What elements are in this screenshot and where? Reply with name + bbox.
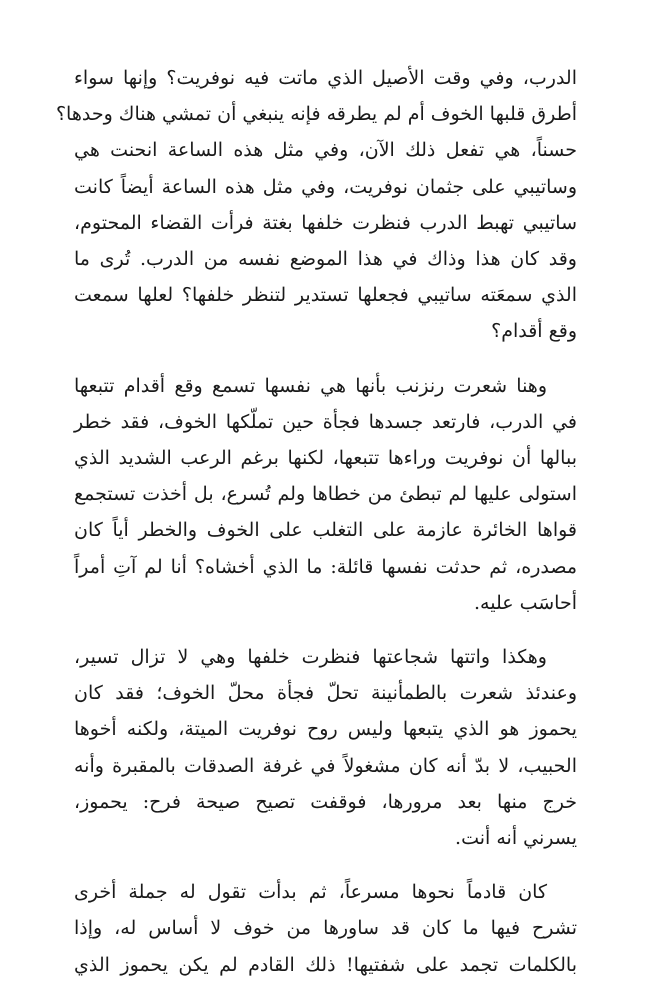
text-line: حسناً، هي تفعل ذلك الآن، وفي مثل هذه الساعة انحنت هي: [74, 139, 577, 162]
text-line: أحاسَب عليه.: [473, 591, 577, 614]
text-line: الذي سمعَته ساتيبي فجعلها تستدير لتنظر خلفها؟ لعلها سمعت: [74, 284, 577, 307]
text-line: الدرب، وفي وقت الأصيل الذي ماتت فيه نوفريت؟ وإنها سواء: [74, 67, 577, 89]
paragraph: [74, 639, 577, 856]
text-line: ببالها أن نوفريت وراءها تتبعها، لكنها برغم الرعب الشديد الذي: [74, 447, 577, 470]
text-line: تشرح فيها ما كان قد ساورها من خوف لا أساس له، وإذا: [74, 917, 577, 940]
paragraph: [74, 874, 577, 983]
text-line: وهكذا واتتها شجاعتها فنظرت خلفها وهي لا تزال تسير،: [74, 646, 547, 669]
text-line: أطرق قلبها الخوف أم لم يطرقه فإنه ينبغي أن تمشي هناك وحدها؟: [55, 103, 577, 126]
text-line: ساتيبي تهبط الدرب فنظرت خلفها بغتة فرأت القضاء المحتوم،: [74, 211, 577, 234]
text-line: يسرني أنه أنت.: [455, 827, 577, 850]
text-line: وساتيبي على جثمان نوفريت، وفي مثل هذه الساعة أيضاً كانت: [74, 175, 577, 198]
text-line: الحبيب، لا بدّ أنه كان مشغولاً في غرفة الصدقات بالمقبرة وأنه: [74, 754, 577, 777]
text-line: وعندئذ شعرت بالطمأنينة تحلّ فجأة محلّ الخوف؛ فقد كان: [74, 682, 577, 705]
text-line: مصدره، ثم حدثت نفسها قائلة: ما الذي أخشاه؟ أنا لم آتِ أمراً: [74, 555, 577, 578]
text-line: وقع أقدام؟: [491, 320, 577, 343]
text-line: كان قادماً نحوها مسرعاً، ثم بدأت تقول له جملة أخرى: [74, 881, 547, 904]
text-line: خرج منها بعد مرورها، فوقفت تصيح صيحة فرح: يحموز،: [74, 790, 577, 813]
text-line: قواها الخائرة عازمة على التغلب على الخوف والخطر أياً كان: [74, 519, 577, 542]
text-line: وقد كان هذا وذاك في هذا الموضع نفسه من الدرب. تُرى ما: [74, 248, 577, 271]
paragraph: [55, 60, 577, 350]
text-line: في الدرب، فارتعد جسدها فجأة حين تملّكها الخوف، فقد خطر: [74, 410, 577, 433]
book-page: [55, 60, 577, 1001]
text-line: وهنا شعرت رنزنب بأنها هي نفسها تسمع وقع أقدام تتبعها: [74, 374, 547, 397]
text-line: بالكلمات تجمد على شفتيها! ذلك القادم لم يكن يحموز الذي: [74, 953, 577, 976]
text-line: استولى عليها لم تبطئ من خطاها ولم تُسرع، بل أخذت تستجمع: [74, 483, 577, 506]
paragraph: [74, 368, 577, 621]
text-line: يحموز هو الذي يتبعها وليس روح نوفريت الميتة، ولكنه أخوها: [74, 718, 577, 741]
